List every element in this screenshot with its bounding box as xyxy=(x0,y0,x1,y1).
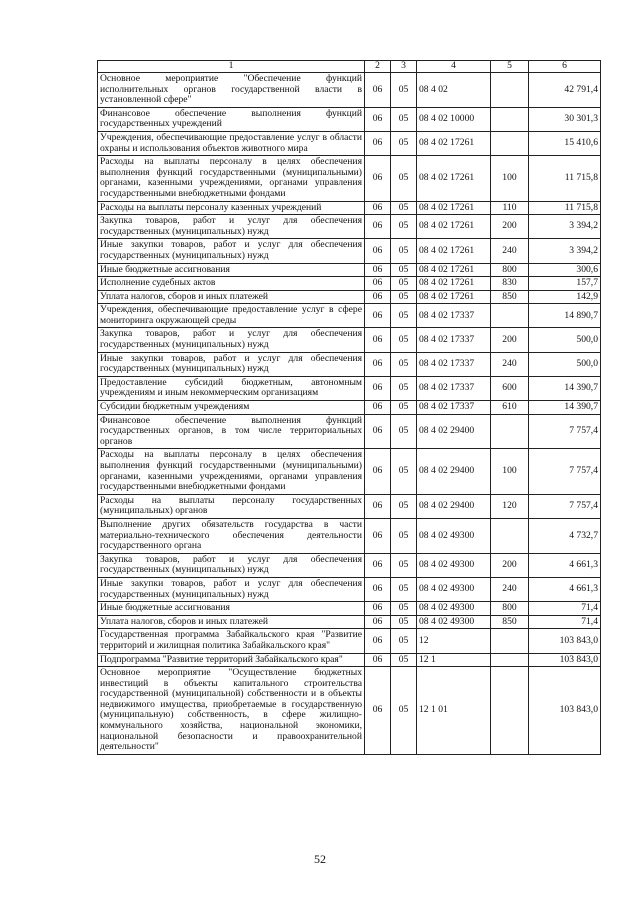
row-section-cell: 06 xyxy=(365,518,391,553)
table-row xyxy=(98,602,601,616)
row-subsection-cell: 05 xyxy=(391,263,417,277)
row-name-cell: Расходы на выплаты персоналу государственных (муниципальных) органов xyxy=(98,494,365,518)
row-subsection-cell: 05 xyxy=(391,653,417,667)
row-section-cell: 06 xyxy=(365,215,391,239)
row-amount-cell: 4 661,3 xyxy=(529,553,601,577)
row-target-code-cell: 08 4 02 17337 xyxy=(417,328,491,352)
row-amount-cell: 30 301,3 xyxy=(529,107,601,131)
row-name-cell: Уплата налогов, сборов и иных платежей xyxy=(98,290,365,304)
row-target-code-cell: 08 4 02 49300 xyxy=(417,615,491,629)
row-target-code-cell: 08 4 02 49300 xyxy=(417,553,491,577)
row-expense-type-cell: 240 xyxy=(491,239,529,263)
row-section-cell: 06 xyxy=(365,131,391,155)
table-row xyxy=(98,494,601,518)
page-number: 52 xyxy=(314,852,326,866)
row-name-cell: Учреждения, обеспечивающие предоставление услуг в сфере мониторинга окружающей среды xyxy=(98,304,365,328)
row-name-cell: Предоставление субсидий бюджетным, автономным учреждениям и иным некоммерческим организациям xyxy=(98,376,365,400)
row-expense-type-cell xyxy=(491,653,529,667)
row-amount-cell: 4 732,7 xyxy=(529,518,601,553)
table-row xyxy=(98,518,601,553)
row-name-cell: Финансовое обеспечение выполнения функций государственных учреждений xyxy=(98,107,365,131)
row-target-code-cell: 12 1 01 xyxy=(417,667,491,755)
table-row xyxy=(98,263,601,277)
header-cell: 5 xyxy=(491,61,529,73)
row-target-code-cell: 12 xyxy=(417,629,491,653)
row-target-code-cell: 08 4 02 49300 xyxy=(417,518,491,553)
row-section-cell: 06 xyxy=(365,352,391,376)
row-amount-cell: 7 757,4 xyxy=(529,449,601,494)
row-name-cell: Закупка товаров, работ и услуг для обеспечения государственных (муниципальных) нужд xyxy=(98,328,365,352)
row-target-code-cell: 08 4 02 17261 xyxy=(417,156,491,201)
row-section-cell: 06 xyxy=(365,494,391,518)
row-amount-cell: 11 715,8 xyxy=(529,156,601,201)
header-cell: 2 xyxy=(365,61,391,73)
row-subsection-cell: 05 xyxy=(391,73,417,108)
row-name-cell: Иные бюджетные ассигнования xyxy=(98,602,365,616)
row-target-code-cell: 08 4 02 17261 xyxy=(417,263,491,277)
row-section-cell: 06 xyxy=(365,239,391,263)
row-subsection-cell: 05 xyxy=(391,352,417,376)
row-section-cell: 06 xyxy=(365,376,391,400)
header-cell: 4 xyxy=(417,61,491,73)
budget-table xyxy=(97,60,601,755)
row-subsection-cell: 05 xyxy=(391,201,417,215)
row-subsection-cell: 05 xyxy=(391,553,417,577)
row-target-code-cell: 08 4 02 17261 xyxy=(417,131,491,155)
row-expense-type-cell: 200 xyxy=(491,328,529,352)
row-amount-cell: 500,0 xyxy=(529,328,601,352)
table-row xyxy=(98,107,601,131)
header-cell: 3 xyxy=(391,61,417,73)
row-name-cell: Субсидии бюджетным учреждениям xyxy=(98,401,365,415)
row-amount-cell: 300,6 xyxy=(529,263,601,277)
row-section-cell: 06 xyxy=(365,615,391,629)
row-expense-type-cell: 850 xyxy=(491,615,529,629)
row-name-cell: Иные бюджетные ассигнования xyxy=(98,263,365,277)
row-subsection-cell: 05 xyxy=(391,494,417,518)
row-subsection-cell: 05 xyxy=(391,615,417,629)
row-section-cell: 06 xyxy=(365,667,391,755)
table-row xyxy=(98,131,601,155)
row-expense-type-cell: 200 xyxy=(491,553,529,577)
row-section-cell: 06 xyxy=(365,107,391,131)
table-row xyxy=(98,414,601,449)
row-target-code-cell: 08 4 02 17261 xyxy=(417,239,491,263)
row-section-cell: 06 xyxy=(365,629,391,653)
row-expense-type-cell xyxy=(491,73,529,108)
row-section-cell: 06 xyxy=(365,602,391,616)
row-amount-cell: 157,7 xyxy=(529,277,601,291)
table-row xyxy=(98,577,601,601)
table-row xyxy=(98,277,601,291)
row-section-cell: 06 xyxy=(365,577,391,601)
table-row xyxy=(98,304,601,328)
row-name-cell: Уплата налогов, сборов и иных платежей xyxy=(98,615,365,629)
row-name-cell: Основное мероприятие "Обеспечение функций исполнительных органов государственной власти в установленной сфере" xyxy=(98,73,365,108)
row-target-code-cell: 08 4 02 17261 xyxy=(417,215,491,239)
row-name-cell: Учреждения, обеспечивающие предоставление услуг в области охраны и использования объектов животного мира xyxy=(98,131,365,155)
row-expense-type-cell xyxy=(491,107,529,131)
row-subsection-cell: 05 xyxy=(391,449,417,494)
table-row xyxy=(98,667,601,755)
table-row xyxy=(98,376,601,400)
row-amount-cell: 42 791,4 xyxy=(529,73,601,108)
row-section-cell: 06 xyxy=(365,277,391,291)
row-expense-type-cell: 110 xyxy=(491,201,529,215)
table-row xyxy=(98,629,601,653)
row-name-cell: Закупка товаров, работ и услуг для обеспечения государственных (муниципальных) нужд xyxy=(98,553,365,577)
row-expense-type-cell xyxy=(491,518,529,553)
row-amount-cell: 3 394,2 xyxy=(529,239,601,263)
row-name-cell: Расходы на выплаты персоналу в целях обеспечения выполнения функций государственными (муниципальными) органами, казенными учреждениями, органами управления государственными внебюджетными фондами xyxy=(98,449,365,494)
row-expense-type-cell: 200 xyxy=(491,215,529,239)
row-amount-cell: 15 410,6 xyxy=(529,131,601,155)
row-section-cell: 06 xyxy=(365,73,391,108)
table-row xyxy=(98,653,601,667)
row-subsection-cell: 05 xyxy=(391,602,417,616)
row-section-cell: 06 xyxy=(365,414,391,449)
row-section-cell: 06 xyxy=(365,401,391,415)
row-amount-cell: 71,4 xyxy=(529,615,601,629)
row-expense-type-cell xyxy=(491,304,529,328)
row-target-code-cell: 08 4 02 xyxy=(417,73,491,108)
row-subsection-cell: 05 xyxy=(391,629,417,653)
row-amount-cell: 103 843,0 xyxy=(529,629,601,653)
row-amount-cell: 14 890,7 xyxy=(529,304,601,328)
row-name-cell: Иные закупки товаров, работ и услуг для обеспечения государственных (муниципальных) нужд xyxy=(98,577,365,601)
row-expense-type-cell: 600 xyxy=(491,376,529,400)
table-row xyxy=(98,328,601,352)
row-section-cell: 06 xyxy=(365,263,391,277)
row-amount-cell: 11 715,8 xyxy=(529,201,601,215)
row-target-code-cell: 08 4 02 17261 xyxy=(417,201,491,215)
table-row xyxy=(98,553,601,577)
row-name-cell: Расходы на выплаты персоналу в целях обеспечения выполнения функций государственными (муниципальными) органами, казенными учреждениями, органами управления государственными внебюджетными фондами xyxy=(98,156,365,201)
table-row xyxy=(98,239,601,263)
row-expense-type-cell: 100 xyxy=(491,449,529,494)
row-section-cell: 06 xyxy=(365,304,391,328)
row-expense-type-cell xyxy=(491,629,529,653)
row-subsection-cell: 05 xyxy=(391,215,417,239)
table-row xyxy=(98,352,601,376)
row-subsection-cell: 05 xyxy=(391,667,417,755)
row-section-cell: 06 xyxy=(365,156,391,201)
row-name-cell: Подпрограмма "Развитие территорий Забайкальского края" xyxy=(98,653,365,667)
row-subsection-cell: 05 xyxy=(391,239,417,263)
row-expense-type-cell xyxy=(491,667,529,755)
row-name-cell: Финансовое обеспечение выполнения функций государственных органов, в том числе территориальных органов xyxy=(98,414,365,449)
table-row xyxy=(98,156,601,201)
row-name-cell: Государственная программа Забайкальского края "Развитие территорий и жилищная политика Забайкальского края" xyxy=(98,629,365,653)
row-target-code-cell: 08 4 02 49300 xyxy=(417,602,491,616)
row-subsection-cell: 05 xyxy=(391,376,417,400)
row-amount-cell: 4 661,3 xyxy=(529,577,601,601)
row-expense-type-cell xyxy=(491,414,529,449)
row-expense-type-cell: 240 xyxy=(491,577,529,601)
row-subsection-cell: 05 xyxy=(391,304,417,328)
row-amount-cell: 103 843,0 xyxy=(529,667,601,755)
row-target-code-cell: 08 4 02 49300 xyxy=(417,577,491,601)
row-section-cell: 06 xyxy=(365,328,391,352)
row-expense-type-cell: 120 xyxy=(491,494,529,518)
row-section-cell: 06 xyxy=(365,553,391,577)
row-amount-cell: 71,4 xyxy=(529,602,601,616)
row-expense-type-cell: 850 xyxy=(491,290,529,304)
table-row xyxy=(98,201,601,215)
row-expense-type-cell: 240 xyxy=(491,352,529,376)
row-name-cell: Иные закупки товаров, работ и услуг для обеспечения государственных (муниципальных) нужд xyxy=(98,239,365,263)
row-target-code-cell: 08 4 02 17261 xyxy=(417,277,491,291)
header-cell: 1 xyxy=(98,61,365,73)
row-subsection-cell: 05 xyxy=(391,414,417,449)
row-name-cell: Исполнение судебных актов xyxy=(98,277,365,291)
row-expense-type-cell: 800 xyxy=(491,263,529,277)
row-subsection-cell: 05 xyxy=(391,577,417,601)
row-target-code-cell: 12 1 xyxy=(417,653,491,667)
row-name-cell: Расходы на выплаты персоналу казенных учреждений xyxy=(98,201,365,215)
row-amount-cell: 14 390,7 xyxy=(529,376,601,400)
row-name-cell: Основное мероприятие "Осуществление бюджетных инвестиций в объекты капитального строительства государственной (муниципальной) собственности и в объекты недвижимого имущества, приобретаемые в государственную (муниципальную) собственность, в сфере жилищно-коммунального хозяйства, национальной экономики, национальной безопасности и правоохранительной деятельности" xyxy=(98,667,365,755)
row-expense-type-cell: 610 xyxy=(491,401,529,415)
row-target-code-cell: 08 4 02 17337 xyxy=(417,304,491,328)
row-amount-cell: 500,0 xyxy=(529,352,601,376)
row-subsection-cell: 05 xyxy=(391,290,417,304)
row-subsection-cell: 05 xyxy=(391,328,417,352)
table-row xyxy=(98,215,601,239)
table-body xyxy=(98,73,601,755)
row-target-code-cell: 08 4 02 17337 xyxy=(417,352,491,376)
table-header-row xyxy=(98,61,601,73)
table-row xyxy=(98,401,601,415)
row-section-cell: 06 xyxy=(365,449,391,494)
row-target-code-cell: 08 4 02 17261 xyxy=(417,290,491,304)
row-section-cell: 06 xyxy=(365,653,391,667)
row-amount-cell: 3 394,2 xyxy=(529,215,601,239)
row-subsection-cell: 05 xyxy=(391,131,417,155)
row-subsection-cell: 05 xyxy=(391,277,417,291)
row-target-code-cell: 08 4 02 17337 xyxy=(417,376,491,400)
row-expense-type-cell: 100 xyxy=(491,156,529,201)
row-subsection-cell: 05 xyxy=(391,518,417,553)
table-row xyxy=(98,449,601,494)
row-target-code-cell: 08 4 02 29400 xyxy=(417,494,491,518)
row-name-cell: Закупка товаров, работ и услуг для обеспечения государственных (муниципальных) нужд xyxy=(98,215,365,239)
row-target-code-cell: 08 4 02 29400 xyxy=(417,414,491,449)
row-expense-type-cell: 830 xyxy=(491,277,529,291)
table-row xyxy=(98,73,601,108)
row-amount-cell: 7 757,4 xyxy=(529,494,601,518)
table-row xyxy=(98,615,601,629)
row-section-cell: 06 xyxy=(365,201,391,215)
row-name-cell: Выполнение других обязательств государства в части материально-технического обеспечения деятельности государственного органа xyxy=(98,518,365,553)
row-amount-cell: 7 757,4 xyxy=(529,414,601,449)
row-target-code-cell: 08 4 02 17337 xyxy=(417,401,491,415)
row-subsection-cell: 05 xyxy=(391,156,417,201)
row-expense-type-cell xyxy=(491,131,529,155)
row-name-cell: Иные закупки товаров, работ и услуг для обеспечения государственных (муниципальных) нужд xyxy=(98,352,365,376)
header-cell: 6 xyxy=(529,61,601,73)
row-expense-type-cell: 800 xyxy=(491,602,529,616)
row-amount-cell: 142,9 xyxy=(529,290,601,304)
row-amount-cell: 14 390,7 xyxy=(529,401,601,415)
row-subsection-cell: 05 xyxy=(391,401,417,415)
table-row xyxy=(98,290,601,304)
row-target-code-cell: 08 4 02 10000 xyxy=(417,107,491,131)
row-section-cell: 06 xyxy=(365,290,391,304)
row-amount-cell: 103 843,0 xyxy=(529,653,601,667)
row-subsection-cell: 05 xyxy=(391,107,417,131)
row-target-code-cell: 08 4 02 29400 xyxy=(417,449,491,494)
